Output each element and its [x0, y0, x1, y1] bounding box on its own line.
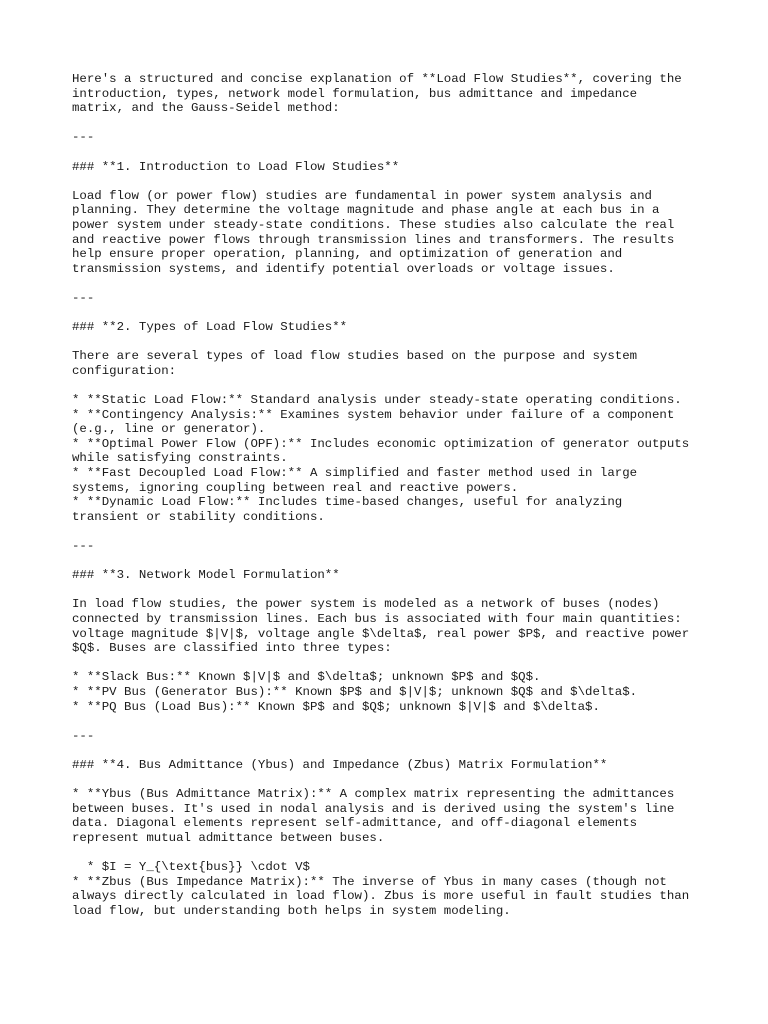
text-line: There are several types of load flow studies based on the purpose and system [72, 349, 638, 364]
text-line: and reactive power flows through transmission lines and transformers. The results [72, 232, 675, 247]
section-heading: ### **3. Network Model Formulation** [72, 568, 340, 583]
text-line: Here's a structured and concise explanation of **Load Flow Studies**, covering the [72, 72, 682, 86]
list-item: * **Static Load Flow:** Standard analysis under steady-state operating conditions. [72, 393, 682, 408]
list-item: * **Optimal Power Flow (OPF):** Includes economic optimization of generator outputs [72, 436, 690, 451]
separator: --- [72, 130, 95, 145]
separator: --- [72, 728, 95, 743]
bullet-list [72, 393, 712, 524]
intro-paragraph [72, 72, 712, 116]
text-line: matrix, and the Gauss-Seidel method: [72, 101, 340, 116]
list-item: * **PQ Bus (Load Bus):** Known $P$ and $Q$; unknown $|V|$ and $\delta$. [72, 699, 600, 714]
text-line: $Q$. Buses are classified into three types: [72, 641, 392, 656]
list-item: between buses. It's used in nodal analysis and is derived using the system's line [72, 801, 675, 816]
section-heading: ### **1. Introduction to Load Flow Studies** [72, 159, 400, 174]
list-item: transient or stability conditions. [72, 509, 325, 524]
text-line: configuration: [72, 363, 177, 378]
list-item: data. Diagonal elements represent self-admittance, and off-diagonal elements [72, 816, 638, 831]
list-item: load flow, but understanding both helps in system modeling. [72, 903, 511, 918]
list-item: * **Zbus (Bus Impedance Matrix):** The inverse of Ybus in many cases (though not [72, 874, 667, 889]
list-item: represent mutual admittance between buses. [72, 830, 385, 845]
list-item: * **Ybus (Bus Admittance Matrix):** A complex matrix representing the admittances [72, 787, 675, 802]
text-line: Load flow (or power flow) studies are fundamental in power system analysis and [72, 188, 652, 203]
section-paragraph [72, 189, 712, 277]
separator: --- [72, 539, 95, 553]
text-line: introduction, types, network model formulation, bus admittance and impedance [72, 86, 638, 101]
list-item: (e.g., line or generator). [72, 422, 266, 437]
text-line: power system under steady-state conditions. These studies also calculate the real [72, 217, 675, 232]
section-heading: ### **2. Types of Load Flow Studies** [72, 320, 348, 335]
list-item: systems, ignoring coupling between real and reactive powers. [72, 480, 519, 495]
list-item: * **PV Bus (Generator Bus):** Known $P$ and $|V|$; unknown $Q$ and $\delta$. [72, 684, 638, 699]
document-page [72, 72, 712, 918]
list-item: * **Contingency Analysis:** Examines system behavior under failure of a component [72, 407, 675, 422]
bullet-list [72, 670, 712, 714]
formula-line: * $I = Y_{\text{bus}} \cdot V$ [72, 860, 310, 875]
text-line: In load flow studies, the power system is modeled as a network of buses (nodes) [72, 597, 660, 612]
text-line: transmission systems, and identify potential overloads or voltage issues. [72, 261, 615, 276]
list-item: * **Fast Decoupled Load Flow:** A simplified and faster method used in large [72, 466, 638, 481]
bullet-list [72, 787, 712, 845]
text-line: voltage magnitude $|V|$, voltage angle $\delta$, real power $P$, and reactive power [72, 626, 690, 641]
section-paragraph [72, 349, 712, 378]
bullet-list [72, 875, 712, 919]
text-line: help ensure proper operation, planning, and optimization of generation and [72, 247, 623, 262]
list-item: while satisfying constraints. [72, 451, 288, 466]
text-line: planning. They determine the voltage magnitude and phase angle at each bus in a [72, 203, 660, 218]
section-heading: ### **4. Bus Admittance (Ybus) and Impedance (Zbus) Matrix Formulation** [72, 757, 608, 772]
text-line: connected by transmission lines. Each bus is associated with four main quantities: [72, 611, 682, 626]
list-item: * **Dynamic Load Flow:** Includes time-based changes, useful for analyzing [72, 495, 623, 510]
section-paragraph [72, 597, 712, 655]
list-item: * **Slack Bus:** Known $|V|$ and $\delta$; unknown $P$ and $Q$. [72, 670, 541, 685]
separator: --- [72, 290, 95, 305]
list-item: always directly calculated in load flow). Zbus is more useful in fault studies than [72, 889, 690, 904]
